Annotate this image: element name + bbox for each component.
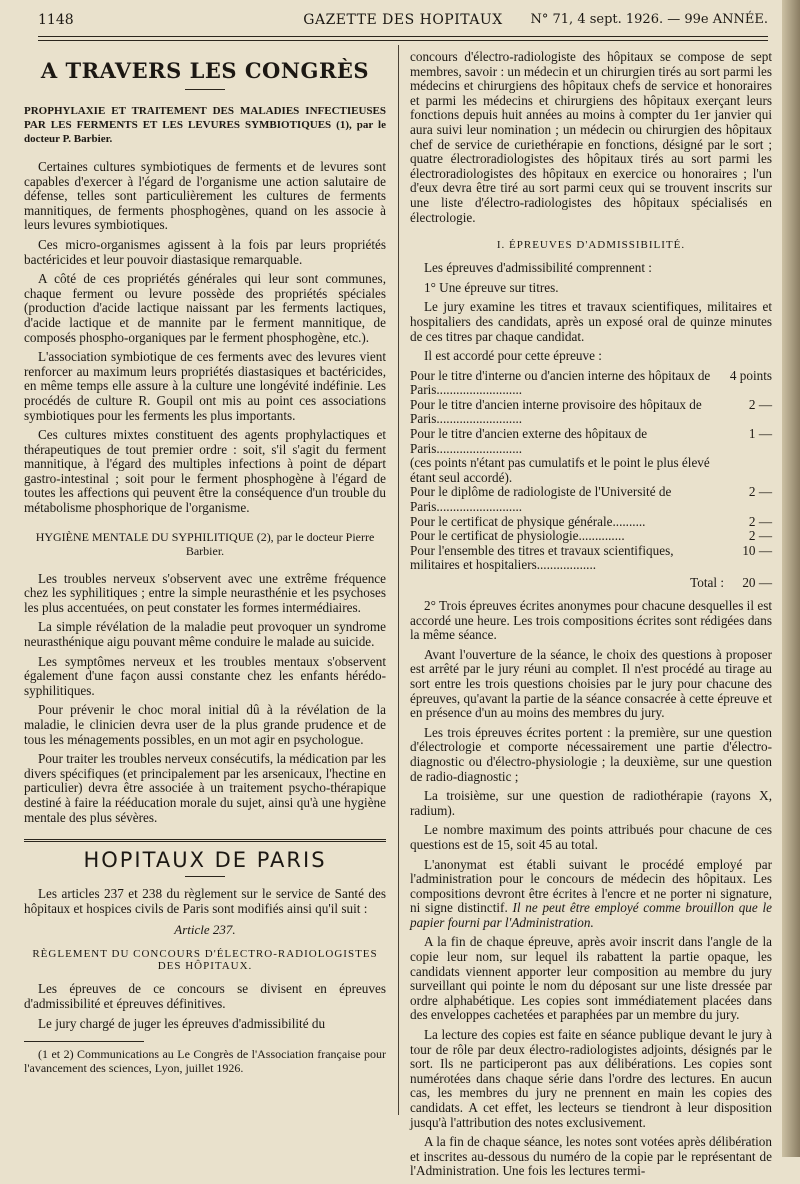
paragraph: A la fin de chaque épreuve, après avoir inscrit dans l'angle de la copie leur nom, sur lequel ils rabattent la partie opaque, les candidats viennent apporter leur composition au membre du jury surveillant qui pointe le nom du déposant sur une liste dressée par ordre alphabétique. Les copies sont immédiatement placées dans des enveloppes cachetées et paraphées par un membre du jury. bbox=[410, 934, 772, 1023]
publication-title: GAZETTE DES HOPITAUX bbox=[303, 12, 503, 28]
paragraph: La troisième, sur une question de radiothérapie (rayons X, radium). bbox=[410, 788, 772, 818]
paragraph: L'association symbiotique de ces ferments avec des levures vient renforcer au maximum leurs propriétés diastasiques et bactéricides, en même temps elle assure à la culture une longévité indéfinie. Les procédés de culture R. Goupil ont mis au point ces associations symbiotiques pour les ferments les plus importants. bbox=[24, 349, 386, 423]
paragraph: L'anonymat est établi suivant le procédé employé par l'administration pour le concours de médecin des hôpitaux. Les compositions devront être écrites à l'encre et ne porter ni signature, ni signe distinctif. Il ne peut être employé comme brouillon que le papier fourni par l'Administration. bbox=[410, 856, 772, 930]
paragraph: Les symptômes nerveux et les troubles mentaux s'observent également d'une façon aussi constante chez les enfants hérédo-syphilitiques. bbox=[24, 653, 386, 698]
paragraph: Les troubles nerveux s'observent avec une extrême fréquence chez les syphilitiques ; entre la simple neurasthénie et les psychoses les plus accentuées, on peut constater les formes intermédiaires. bbox=[24, 570, 386, 615]
paragraph: Les trois épreuves écrites portent : la première, sur une question d'électrologie et comporte nécessairement une partie d'électro-diagnostic ou d'électro-physiologie ; la deuxième, sur une question de radio-diagnostic ; bbox=[410, 724, 772, 784]
paragraph: A la fin de chaque séance, les notes sont votées après délibération et inscrites au-dessous du numéro de la copie par le représentant de l'Administration. Une fois les lectures termi- bbox=[410, 1134, 772, 1179]
score-row: Pour l'ensemble des titres et travaux scientifiques, militaires et hospitaliers.................. 10 — bbox=[410, 542, 772, 573]
footnote-rule bbox=[24, 1041, 144, 1042]
paragraph: Avant l'ouverture de la séance, le choix des questions à proposer est arrêté par le jury réuni au complet. Il n'est procédé au tirage au sort entre les trois questions choisies par le jury pour chacune des épreuves, qu'avant la partie de la séance consacrée à cette épreuve et en présence d'un au moins des membres du jury. bbox=[410, 646, 772, 721]
article-number: Article 237. bbox=[174, 922, 236, 938]
paragraph: Le jury examine les titres et travaux scientifiques, militaires et hospitaliers des candidats, après un exposé oral de quinze minutes de ces titres par chaque candidat. bbox=[410, 299, 772, 344]
paragraph: Certaines cultures symbiotiques de ferments et de levures sont capables d'exercer à l'égard de l'organisme une action salutaire de défense, telles sont particulièrement les cultures de ferments mannitiques, de ferments phosphogènes, quand on les associe à leurs levures symbiotiques. bbox=[24, 159, 386, 233]
paragraph: Les épreuves de ce concours se divisent en épreuves d'admissibilité et épreuves définitives. bbox=[24, 981, 386, 1011]
score-row: Pour le certificat de physiologie.............. 2 — bbox=[410, 528, 772, 544]
right-column bbox=[410, 50, 772, 1184]
paragraph: Ces micro-organismes agissent à la fois par leurs propriétés bactéricides et leur pouvoir diastasique remarquable. bbox=[24, 236, 386, 267]
issue-info: N° 71, 4 sept. 1926. — 99e ANNÉE. bbox=[530, 12, 768, 27]
score-row: Pour le titre d'ancien interne provisoire des hôpitaux de Paris.......................... 2 — bbox=[410, 396, 772, 427]
score-total: Total : 20 — bbox=[690, 575, 772, 590]
paragraph: 2° Trois épreuves écrites anonymes pour chacune desquelles il est accordé une heure. Les trois compositions écrites sont rédigées dans la même séance. bbox=[410, 598, 772, 643]
paragraph: Les articles 237 et 238 du règlement sur le service de Santé des hôpitaux et hospices civils de Paris sont modifiés ainsi qu'il suit : bbox=[24, 886, 386, 916]
section-title-congres: A TRAVERS LES CONGRÈS bbox=[40, 58, 370, 83]
italic-note: Il ne peut être employé comme brouillon que le papier fourni par l'Administration. bbox=[410, 900, 772, 930]
section-title-hopitaux: HOPITAUX DE PARIS bbox=[83, 848, 327, 873]
page-edge-shadow bbox=[782, 0, 800, 1157]
title-rule bbox=[185, 876, 225, 877]
paragraph: A côté de ces propriétés générales qui leur sont communes, chaque ferment ou levure possède des propriétés spéciales (production d'acide lactique naissant par les ferments lactiques, d'acide lactique et de mannite par le ferment mannitique, de composés phospho-organiques par le ferment phosphogène, etc.). bbox=[24, 271, 386, 345]
paragraph: Pour prévenir le choc moral initial dû à la révélation de la maladie, le clinicien devra user de la plus grande prudence et de tous les ménagements possibles, en un mot agir en psychologue. bbox=[24, 702, 386, 747]
score-row: Pour le titre d'interne ou d'ancien interne des hôpitaux de Paris.......................... 4 points bbox=[410, 367, 772, 398]
paragraph: Il est accordé pour cette épreuve : bbox=[424, 348, 602, 364]
paragraph: Les épreuves d'admissibilité comprennent : bbox=[424, 260, 652, 276]
score-row: Pour le titre d'ancien externe des hôpitaux de Paris.......................... 1 — bbox=[410, 426, 772, 456]
left-column bbox=[24, 50, 386, 1075]
paragraph: La simple révélation de la maladie peut provoquer un syndrome neurasthénique aigu pouvant même conduire le malade au suicide. bbox=[24, 619, 386, 650]
paragraph: concours d'électro-radiologiste des hôpitaux se compose de sept membres, savoir : un médecin et un chirurgien tirés au sort parmi les médecins et chirurgiens des hôpitaux chefs de service et honoraires et parmi les médecins et chirurgiens des hôpitaux exerçant leurs fonctions depuis huit années au moins à compter du 1er janvier qui aura suivi leur nomination ; un médecin ou chirurgien des hôpitaux chef de service de curiethérapie en fonctions, désigné par le sort ; quatre électroradiologistes des hôpitaux tirés au sort parmi les électroradiologistes des hôpitaux en exercice ou honoraires ; l'un d'eux devra être tiré au sort parmi ceux qui se trouvent inscrits sur une liste d'électro-radiologistes des hôpitaux spécialisés en électrologie. bbox=[410, 49, 772, 225]
column-divider bbox=[398, 45, 399, 1115]
footnote: (1 et 2) Communications au Le Congrès de l'Association française pour l'avancement des sciences, Lyon, juillet 1926. bbox=[24, 1047, 386, 1075]
paragraph: Ces cultures mixtes constituent des agents prophylactiques et thérapeutiques de tout premier ordre : soit, s'il s'agit du ferment mannitique, à l'égard des multiples infections à point de départ gastro-intestinal ; soit pour le ferment phosphogène à l'égard de toutes les affections qui peuvent être la conséquence d'un trouble du métabolisme phosphorique de l'organisme. bbox=[24, 427, 386, 516]
reglement-heading: RÈGLEMENT DU CONCOURS D'ÉLECTRO-RADIOLOGISTES DES HÔPITAUX. bbox=[32, 948, 378, 973]
paragraph: Pour traiter les troubles nerveux consécutifs, la médication par les divers spécifiques (et principalement par les arsenicaux, l'hectine en particulier) devra être associée à un traitement psycho-thérapique destiné à faire la rééducation morale du sujet, ainsi qu'à une hygiène mentale des plus sévères. bbox=[24, 751, 386, 825]
score-row: Pour le diplôme de radiologiste de l'Université de Paris.......................... 2 — bbox=[410, 484, 772, 515]
header-rule-top bbox=[38, 36, 768, 37]
paragraph: Le nombre maximum des points attribués pour chacune de ces questions est de 15, soit 45 au total. bbox=[410, 822, 772, 852]
page-number: 1148 bbox=[38, 12, 74, 28]
scores-table bbox=[410, 369, 772, 573]
article-heading-hygiene: HYGIÈNE MENTALE DU SYPHILITIQUE (2), par le docteur Pierre Barbier. bbox=[35, 529, 375, 558]
paragraph: 1° Une épreuve sur titres. bbox=[424, 279, 559, 295]
admissibility-heading: I. ÉPREUVES D'ADMISSIBILITÉ. bbox=[496, 239, 686, 252]
paragraph: Le jury chargé de juger les épreuves d'admissibilité du bbox=[38, 1015, 326, 1031]
score-row: (ces points n'étant pas cumulatifs et le point le plus élevé étant seul accordé). bbox=[410, 455, 710, 485]
score-row: Pour le certificat de physique générale.......... 2 — bbox=[410, 513, 772, 529]
header-rule-bottom bbox=[38, 40, 768, 41]
page-header bbox=[38, 10, 768, 32]
paragraph: La lecture des copies est faite en séance publique devant le jury à tour de rôle par deux électro-radiologistes adjoints, désignés par le sort. Ils ne participeront pas aux délibérations. Les copies sont numérotées dans chaque série dans l'ordre des lectures. En aucun cas, les membres du jury ne prennent en main les copies des candidats. A cet effet, les lecteurs se tiendront à leur disposition jusqu'à l'attribution des notes exclusivement. bbox=[410, 1027, 772, 1130]
title-rule bbox=[185, 89, 225, 90]
article-heading-prophylaxie: PROPHYLAXIE ET TRAITEMENT DES MALADIES INFECTIEUSES PAR LES FERMENTS ET LES LEVURES SYMBIOTIQUES (1), par le docteur P. Barbier. bbox=[24, 105, 386, 145]
section-double-rule bbox=[24, 839, 386, 842]
